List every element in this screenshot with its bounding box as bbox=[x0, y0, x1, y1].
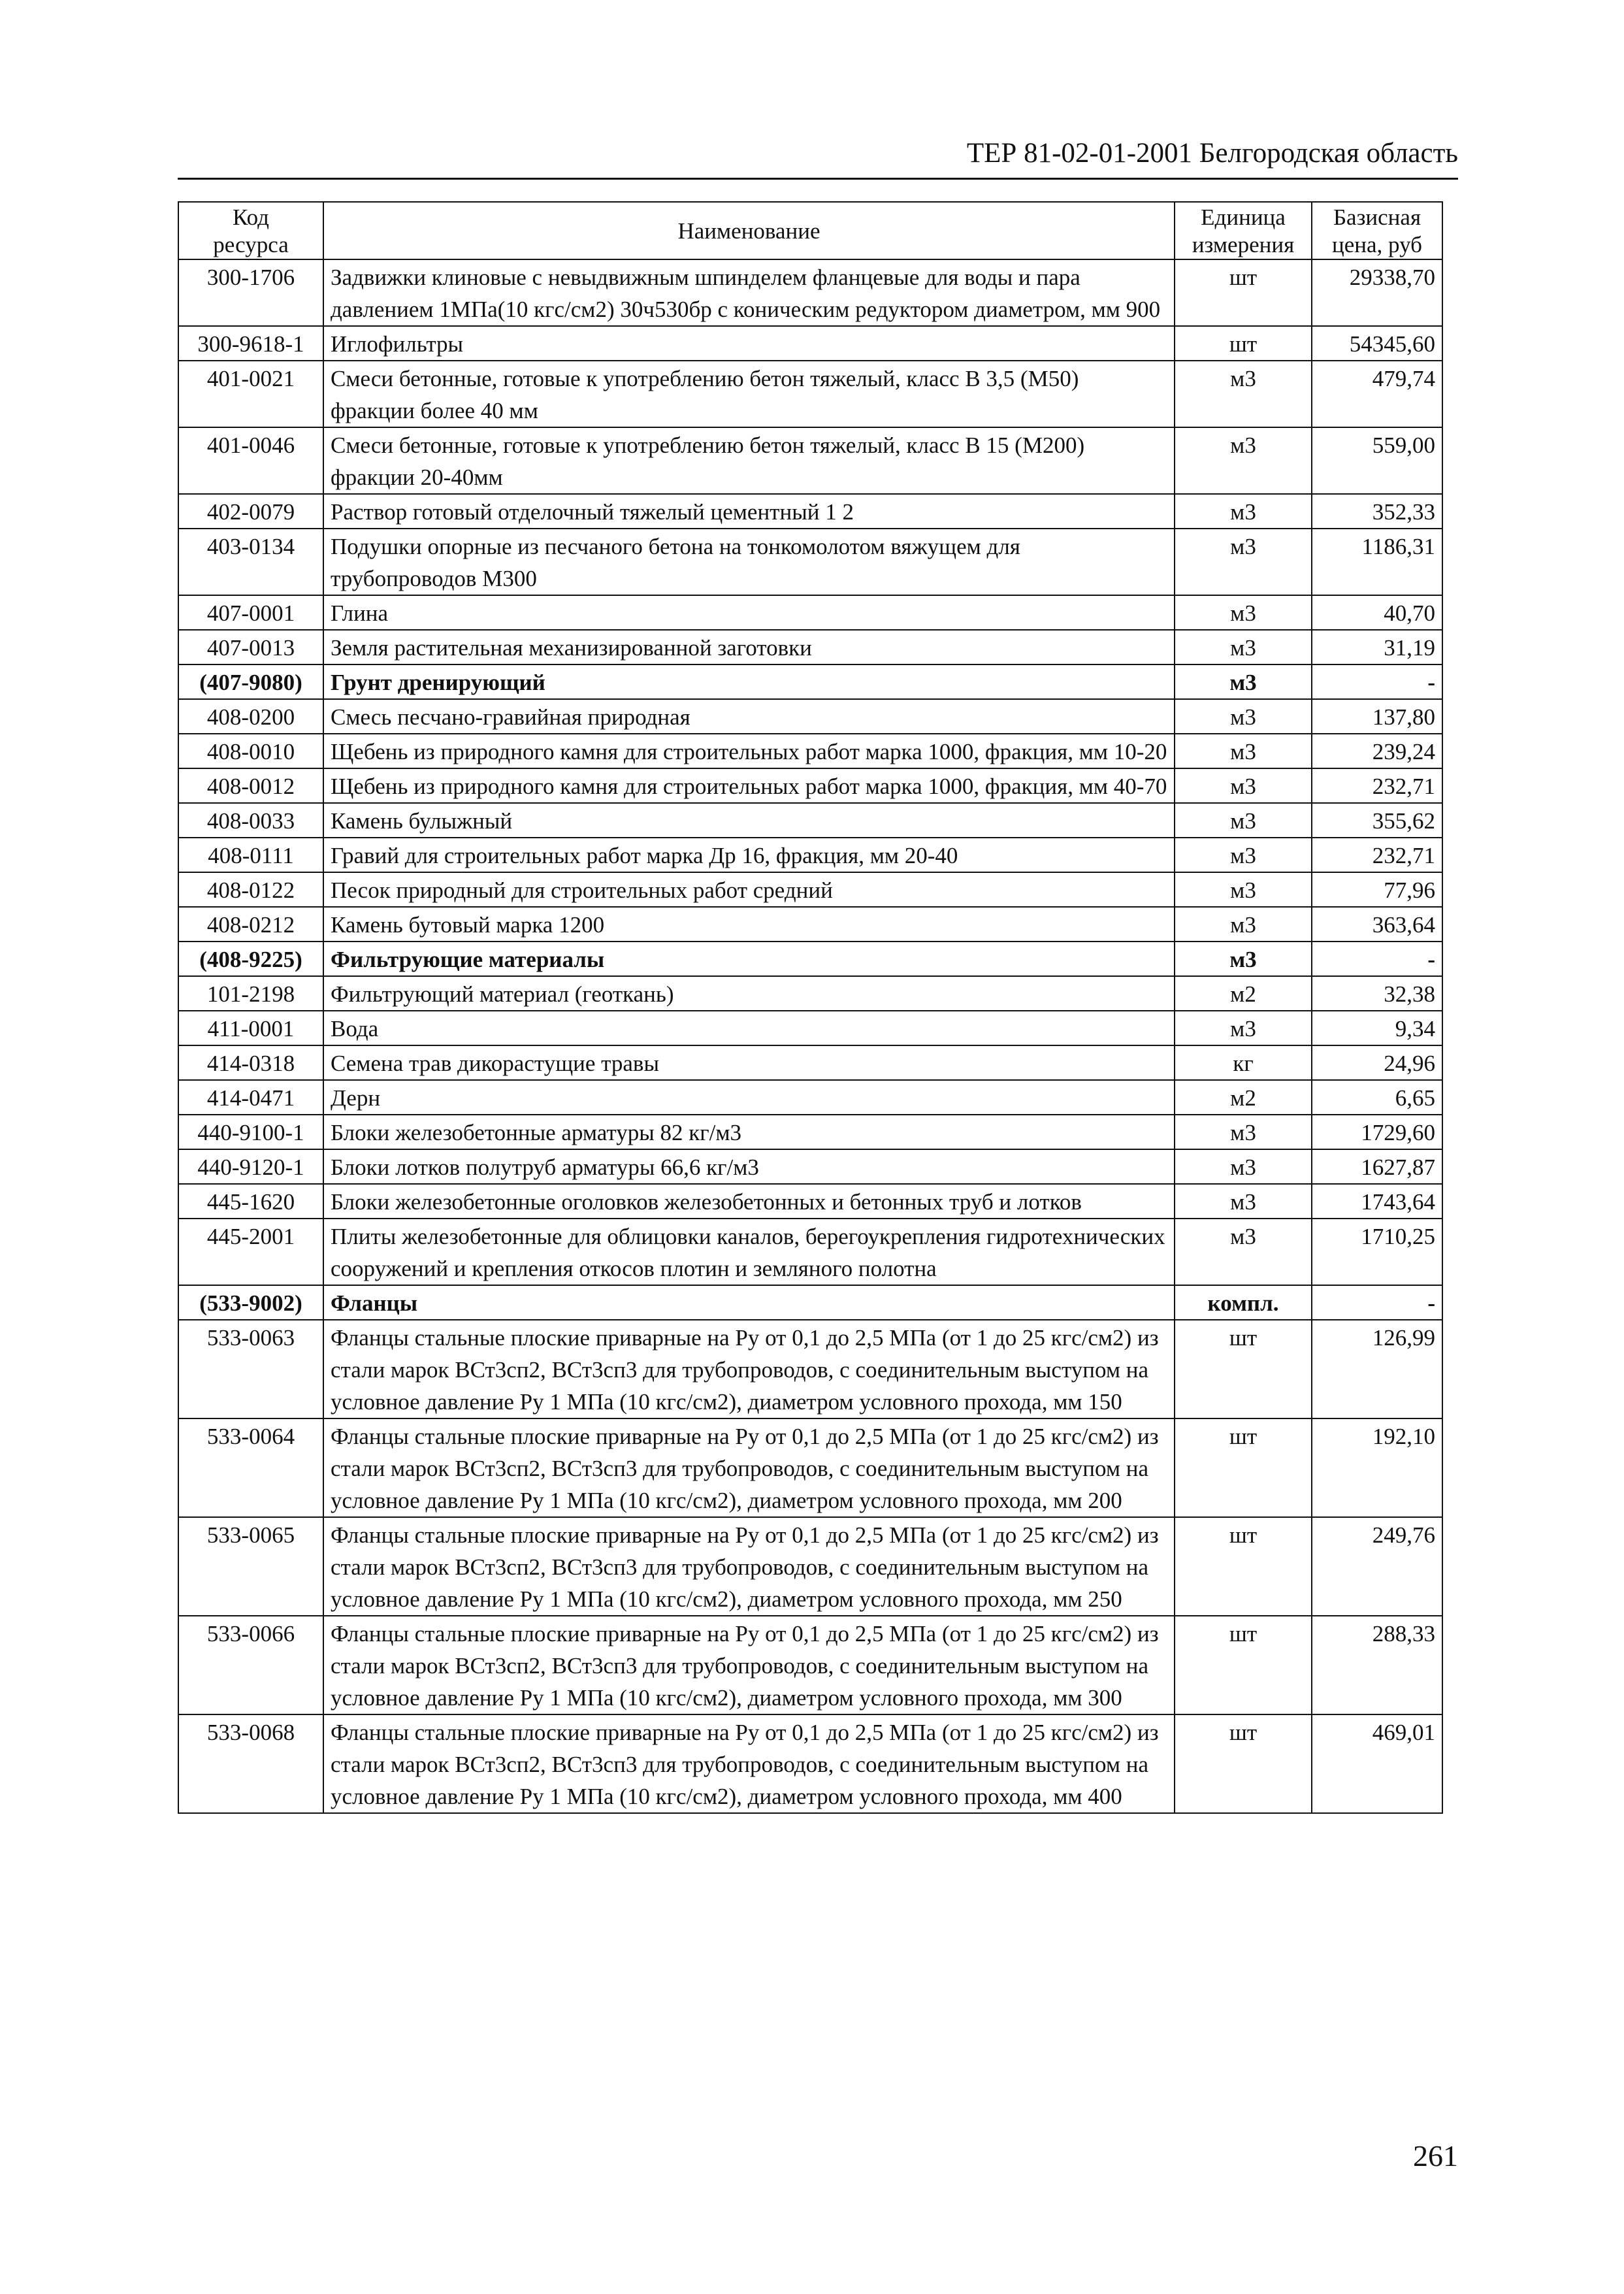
resource-price: 137,80 bbox=[1312, 699, 1442, 734]
resource-unit: шт bbox=[1175, 1320, 1312, 1418]
resource-price: 77,96 bbox=[1312, 872, 1442, 907]
resource-unit: м3 bbox=[1175, 1219, 1312, 1285]
resource-code: 300-1706 bbox=[178, 259, 323, 326]
resource-price: 363,64 bbox=[1312, 907, 1442, 942]
resource-price: 479,74 bbox=[1312, 361, 1442, 427]
resource-code: 403-0134 bbox=[178, 529, 323, 595]
resource-unit: м3 bbox=[1175, 768, 1312, 803]
resource-unit: м3 bbox=[1175, 699, 1312, 734]
page-number: 261 bbox=[1413, 2139, 1458, 2172]
resource-name: Плиты железобетонные для облицовки каналов, берегоукрепления гидротехнических сооружений и крепления откосов плотин и земляного полотна bbox=[323, 1219, 1175, 1285]
resource-code: (408-9225) bbox=[178, 942, 323, 976]
resource-price: 1627,87 bbox=[1312, 1149, 1442, 1184]
table-row bbox=[178, 427, 1442, 494]
resource-code: 300-9618-1 bbox=[178, 326, 323, 361]
resource-code: 101-2198 bbox=[178, 976, 323, 1011]
resource-unit: шт bbox=[1175, 1616, 1312, 1714]
resource-price: 31,19 bbox=[1312, 630, 1442, 664]
resource-unit: м3 bbox=[1175, 1184, 1312, 1219]
table-row bbox=[178, 872, 1442, 907]
resource-unit: м3 bbox=[1175, 630, 1312, 664]
resource-name: Фильтрующие материалы bbox=[323, 942, 1175, 976]
header-rule bbox=[178, 178, 1458, 180]
resource-code: 414-0318 bbox=[178, 1045, 323, 1080]
resource-name: Фланцы стальные плоские приварные на Ру от 0,1 до 2,5 МПа (от 1 до 25 кгс/см2) из стали марок ВСт3сп2, ВСт3сп3 для трубопроводов, с соединительным выступом на условное давление Ру 1 МПа (10 кгс/см2), диаметром условного прохода, мм 200 bbox=[323, 1418, 1175, 1517]
table-row bbox=[178, 1080, 1442, 1115]
table-row bbox=[178, 630, 1442, 664]
resource-price: 288,33 bbox=[1312, 1616, 1442, 1714]
resource-unit: м3 bbox=[1175, 942, 1312, 976]
resource-code: 407-0001 bbox=[178, 595, 323, 630]
resource-price: 249,76 bbox=[1312, 1517, 1442, 1616]
resource-name: Фланцы стальные плоские приварные на Ру от 0,1 до 2,5 МПа (от 1 до 25 кгс/см2) из стали марок ВСт3сп2, ВСт3сп3 для трубопроводов, с соединительным выступом на условное давление Ру 1 МПа (10 кгс/см2), диаметром условного прохода, мм 150 bbox=[323, 1320, 1175, 1418]
table-row bbox=[178, 1714, 1442, 1813]
resource-unit: шт bbox=[1175, 1714, 1312, 1813]
resource-unit: м3 bbox=[1175, 595, 1312, 630]
resource-name: Иглофильтры bbox=[323, 326, 1175, 361]
page-header: ТЕР 81-02-01-2001 Белгородская область bbox=[966, 138, 1458, 169]
table-row bbox=[178, 803, 1442, 838]
table-row bbox=[178, 1517, 1442, 1616]
resource-price: 40,70 bbox=[1312, 595, 1442, 630]
table-row bbox=[178, 907, 1442, 942]
resource-name: Блоки лотков полутруб арматуры 66,6 кг/м3 bbox=[323, 1149, 1175, 1184]
resource-price: 232,71 bbox=[1312, 768, 1442, 803]
table-header-row bbox=[178, 202, 1442, 259]
resource-unit: кг bbox=[1175, 1045, 1312, 1080]
resource-name: Блоки железобетонные арматуры 82 кг/м3 bbox=[323, 1115, 1175, 1149]
resource-name: Фильтрующий материал (геоткань) bbox=[323, 976, 1175, 1011]
resource-code: 533-0064 bbox=[178, 1418, 323, 1517]
resource-code: 414-0471 bbox=[178, 1080, 323, 1115]
table-row bbox=[178, 976, 1442, 1011]
table-row bbox=[178, 1320, 1442, 1418]
resource-unit: м3 bbox=[1175, 838, 1312, 872]
resource-code: 533-0065 bbox=[178, 1517, 323, 1616]
table-row bbox=[178, 1616, 1442, 1714]
resource-name: Песок природный для строительных работ средний bbox=[323, 872, 1175, 907]
table-row bbox=[178, 361, 1442, 427]
resource-code: 401-0021 bbox=[178, 361, 323, 427]
resource-code: 533-0066 bbox=[178, 1616, 323, 1714]
resource-price: 6,65 bbox=[1312, 1080, 1442, 1115]
column-header-name: Наименование bbox=[323, 202, 1175, 259]
resource-unit: м3 bbox=[1175, 803, 1312, 838]
resource-code: 445-2001 bbox=[178, 1219, 323, 1285]
resource-price: 1743,64 bbox=[1312, 1184, 1442, 1219]
resource-unit: м2 bbox=[1175, 976, 1312, 1011]
resource-code: 408-0122 bbox=[178, 872, 323, 907]
column-header-unit: Единица измерения bbox=[1175, 202, 1312, 259]
resource-price: 54345,60 bbox=[1312, 326, 1442, 361]
resource-price: 239,24 bbox=[1312, 734, 1442, 768]
resource-name: Грунт дренирующий bbox=[323, 664, 1175, 699]
resource-price: 469,01 bbox=[1312, 1714, 1442, 1813]
resource-name: Смеси бетонные, готовые к употреблению бетон тяжелый, класс В 15 (М200) фракции 20-40мм bbox=[323, 427, 1175, 494]
table-row bbox=[178, 1219, 1442, 1285]
resource-price: 559,00 bbox=[1312, 427, 1442, 494]
resource-name: Семена трав дикорастущие травы bbox=[323, 1045, 1175, 1080]
table-row bbox=[178, 1045, 1442, 1080]
resource-price: 1186,31 bbox=[1312, 529, 1442, 595]
resource-name: Камень булыжный bbox=[323, 803, 1175, 838]
resource-name: Подушки опорные из песчаного бетона на тонкомолотом вяжущем для трубопроводов М300 bbox=[323, 529, 1175, 595]
resource-name: Камень бутовый марка 1200 bbox=[323, 907, 1175, 942]
resource-code: 440-9100-1 bbox=[178, 1115, 323, 1149]
resource-name: Земля растительная механизированной заготовки bbox=[323, 630, 1175, 664]
column-header-code: Код ресурса bbox=[178, 202, 323, 259]
resource-unit: шт bbox=[1175, 1517, 1312, 1616]
resource-unit: м3 bbox=[1175, 1115, 1312, 1149]
table-row bbox=[178, 734, 1442, 768]
table-group-row bbox=[178, 942, 1442, 976]
resource-code: 408-0212 bbox=[178, 907, 323, 942]
resource-price: - bbox=[1312, 942, 1442, 976]
column-header-price: Базисная цена, руб bbox=[1312, 202, 1442, 259]
table-row bbox=[178, 699, 1442, 734]
resource-unit: м3 bbox=[1175, 907, 1312, 942]
resource-price: 9,34 bbox=[1312, 1011, 1442, 1045]
resource-price: - bbox=[1312, 1285, 1442, 1320]
table-row bbox=[178, 1418, 1442, 1517]
table-row bbox=[178, 595, 1442, 630]
resource-unit: компл. bbox=[1175, 1285, 1312, 1320]
resource-code: 401-0046 bbox=[178, 427, 323, 494]
resource-name: Глина bbox=[323, 595, 1175, 630]
resource-unit: м3 bbox=[1175, 1011, 1312, 1045]
resource-unit: шт bbox=[1175, 259, 1312, 326]
resource-name: Фланцы bbox=[323, 1285, 1175, 1320]
resource-name: Щебень из природного камня для строительных работ марка 1000, фракция, мм 40-70 bbox=[323, 768, 1175, 803]
resource-name: Фланцы стальные плоские приварные на Ру от 0,1 до 2,5 МПа (от 1 до 25 кгс/см2) из стали марок ВСт3сп2, ВСт3сп3 для трубопроводов, с соединительным выступом на условное давление Ру 1 МПа (10 кгс/см2), диаметром условного прохода, мм 400 bbox=[323, 1714, 1175, 1813]
resource-name: Фланцы стальные плоские приварные на Ру от 0,1 до 2,5 МПа (от 1 до 25 кгс/см2) из стали марок ВСт3сп2, ВСт3сп3 для трубопроводов, с соединительным выступом на условное давление Ру 1 МПа (10 кгс/см2), диаметром условного прохода, мм 250 bbox=[323, 1517, 1175, 1616]
resource-unit: м3 bbox=[1175, 734, 1312, 768]
resource-name: Смесь песчано-гравийная природная bbox=[323, 699, 1175, 734]
resource-price: 1710,25 bbox=[1312, 1219, 1442, 1285]
resource-unit: м3 bbox=[1175, 361, 1312, 427]
table-row bbox=[178, 1011, 1442, 1045]
resource-name: Блоки железобетонные оголовков железобетонных и бетонных труб и лотков bbox=[323, 1184, 1175, 1219]
resource-price: 29338,70 bbox=[1312, 259, 1442, 326]
resource-code: 408-0111 bbox=[178, 838, 323, 872]
table-row bbox=[178, 259, 1442, 326]
resource-name: Дерн bbox=[323, 1080, 1175, 1115]
resource-code: 533-0063 bbox=[178, 1320, 323, 1418]
resource-unit: м3 bbox=[1175, 494, 1312, 529]
table-body bbox=[178, 259, 1442, 1813]
resource-price: 352,33 bbox=[1312, 494, 1442, 529]
resource-price: 192,10 bbox=[1312, 1418, 1442, 1517]
table-row bbox=[178, 1115, 1442, 1149]
table-row bbox=[178, 1149, 1442, 1184]
resource-code: 411-0001 bbox=[178, 1011, 323, 1045]
resource-price-table bbox=[178, 201, 1443, 1814]
table-row bbox=[178, 326, 1442, 361]
resource-price: 126,99 bbox=[1312, 1320, 1442, 1418]
table-row bbox=[178, 494, 1442, 529]
resource-unit: м3 bbox=[1175, 1149, 1312, 1184]
resource-code: 533-0068 bbox=[178, 1714, 323, 1813]
resource-unit: м3 bbox=[1175, 664, 1312, 699]
resource-price: 1729,60 bbox=[1312, 1115, 1442, 1149]
table-row bbox=[178, 838, 1442, 872]
resource-unit: м3 bbox=[1175, 427, 1312, 494]
resource-code: (407-9080) bbox=[178, 664, 323, 699]
resource-unit: шт bbox=[1175, 1418, 1312, 1517]
resource-code: 445-1620 bbox=[178, 1184, 323, 1219]
resource-price: - bbox=[1312, 664, 1442, 699]
resource-name: Смеси бетонные, готовые к употреблению бетон тяжелый, класс В 3,5 (М50) фракции более 40 мм bbox=[323, 361, 1175, 427]
resource-code: 408-0033 bbox=[178, 803, 323, 838]
resource-code: (533-9002) bbox=[178, 1285, 323, 1320]
table-group-row bbox=[178, 664, 1442, 699]
resource-name: Задвижки клиновые с невыдвижным шпинделем фланцевые для воды и пара давлением 1МПа(10 кгс/см2) 30ч530бр с коническим редуктором диаметром, мм 900 bbox=[323, 259, 1175, 326]
resource-name: Раствор готовый отделочный тяжелый цементный 1 2 bbox=[323, 494, 1175, 529]
resource-price: 232,71 bbox=[1312, 838, 1442, 872]
resource-price: 32,38 bbox=[1312, 976, 1442, 1011]
resource-unit: м2 bbox=[1175, 1080, 1312, 1115]
table-row bbox=[178, 768, 1442, 803]
resource-code: 407-0013 bbox=[178, 630, 323, 664]
resource-name: Вода bbox=[323, 1011, 1175, 1045]
resource-code: 408-0010 bbox=[178, 734, 323, 768]
resource-code: 402-0079 bbox=[178, 494, 323, 529]
table-row bbox=[178, 529, 1442, 595]
resource-price: 355,62 bbox=[1312, 803, 1442, 838]
resource-unit: м3 bbox=[1175, 872, 1312, 907]
resource-unit: шт bbox=[1175, 326, 1312, 361]
table-row bbox=[178, 1184, 1442, 1219]
resource-code: 408-0012 bbox=[178, 768, 323, 803]
table-group-row bbox=[178, 1285, 1442, 1320]
resource-name: Фланцы стальные плоские приварные на Ру от 0,1 до 2,5 МПа (от 1 до 25 кгс/см2) из стали марок ВСт3сп2, ВСт3сп3 для трубопроводов, с соединительным выступом на условное давление Ру 1 МПа (10 кгс/см2), диаметром условного прохода, мм 300 bbox=[323, 1616, 1175, 1714]
resource-unit: м3 bbox=[1175, 529, 1312, 595]
resource-price: 24,96 bbox=[1312, 1045, 1442, 1080]
resource-name: Щебень из природного камня для строительных работ марка 1000, фракция, мм 10-20 bbox=[323, 734, 1175, 768]
resource-code: 440-9120-1 bbox=[178, 1149, 323, 1184]
resource-code: 408-0200 bbox=[178, 699, 323, 734]
resource-name: Гравий для строительных работ марка Др 16, фракция, мм 20-40 bbox=[323, 838, 1175, 872]
